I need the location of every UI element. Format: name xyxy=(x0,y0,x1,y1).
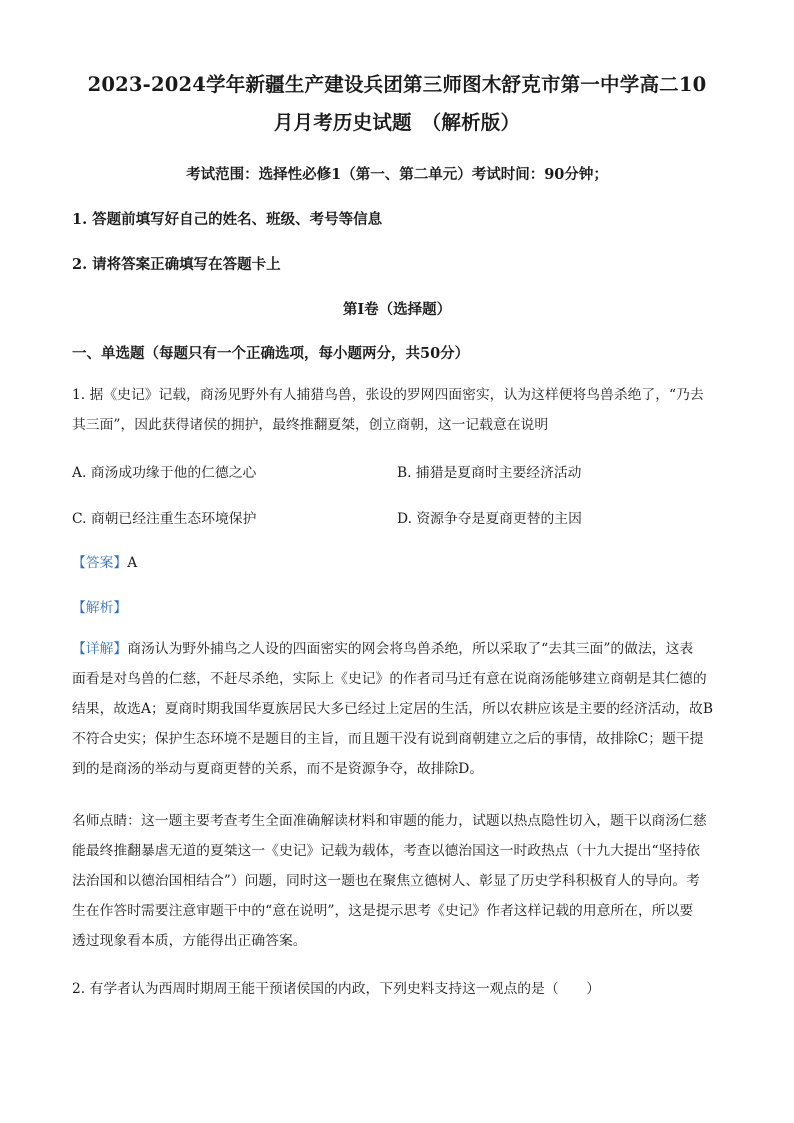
part-title: 第Ⅰ卷（选择题） xyxy=(342,301,452,318)
question-1-stem-line-2: 其三面”，因此获得诸侯的拥护，最终推翻夏桀，创立商朝，这一记载意在说明 xyxy=(72,417,549,433)
detail-label: 【详解】 xyxy=(72,641,128,657)
section-title: 一、单选题（每题只有一个正确选项，每小题两分，共50分） xyxy=(72,345,470,362)
teacher-note-line-1: 名师点睛：这一题主要考查考生全面准确解读材料和审题的能力，试题以热点隐性切入，题干以商汤仁慈 xyxy=(72,813,707,829)
answer-label: 【答案】 xyxy=(72,555,128,571)
instruction-1: 1. 答题前填写好自己的姓名、班级、考号等信息 xyxy=(72,211,383,228)
teacher-note-line-4: 生在作答时需要注意审题干中的“意在说明”，这是提示思考《史记》作者这样记载的用意所在，所以要 xyxy=(72,903,694,919)
answer-line xyxy=(72,551,137,571)
detail-explanation xyxy=(72,634,727,784)
analysis-label: 【解析】 xyxy=(72,600,128,616)
document-title-line-1: 2023-2024学年新疆生产建设兵团第三师图木舒克市第一中学高二10 xyxy=(87,73,707,96)
teacher-note-line-5: 透过现象看本质，方能得出正确答案。 xyxy=(72,933,307,949)
option-b: B. 捕猎是夏商时主要经济活动 xyxy=(397,465,582,481)
detail-line-2: 面看是对鸟兽的仁慈，不赶尽杀绝，实际上《史记》的作者司马迁有意在说商汤能够建立商朝是其仁德的 xyxy=(72,671,707,687)
option-d: D. 资源争夺是夏商更替的主因 xyxy=(397,511,582,527)
document-title-line-2: 月月考历史试题 （解析版） xyxy=(273,111,521,134)
detail-line-3: 结果，故选A；夏商时期我国华夏族居民大多已经过上定居的生活，所以农耕应该是主要的经济活动，故B xyxy=(72,701,713,717)
question-1-stem xyxy=(72,380,727,440)
option-c: C. 商朝已经注重生态环境保护 xyxy=(72,511,257,527)
detail-line-1: 【详解】商汤认为野外捕鸟之人设的四面密实的网会将鸟兽杀绝，所以采取了“去其三面”的做法，这表 xyxy=(72,641,694,657)
question-2-stem: 2. 有学者认为西周时期周王能干预诸侯国的内政，下列史料支持这一观点的是（ ） xyxy=(72,981,601,997)
instruction-2: 2. 请将答案正确填写在答题卡上 xyxy=(72,256,281,273)
teacher-note-line-3: 法治国和以德治国相结合”）问题，同时这一题也在聚焦立德树人、彰显了历史学科积极育人的导向。考 xyxy=(72,873,700,889)
teacher-note-line-2: 能最终推翻暴虐无道的夏桀这一《史记》记载为载体，考查以德治国这一时政热点（十九大提出“坚持依 xyxy=(72,843,700,859)
detail-line-5: 到的是商汤的举动与夏商更替的关系，而不是资源争夺，故排除D。 xyxy=(72,761,484,777)
answer-value: A xyxy=(127,555,138,571)
teacher-note xyxy=(72,806,727,956)
question-1-stem-line-1: 1. 据《史记》记载，商汤见野外有人捕猎鸟兽，张设的罗网四面密实，认为这样便将鸟兽杀绝了，“乃去 xyxy=(72,387,704,403)
option-a: A. 商汤成功缘于他的仁德之心 xyxy=(72,465,257,481)
analysis-line xyxy=(72,596,127,616)
detail-line-4: 不符合史实；保护生态环境不是题目的主旨，而且题干没有说到商朝建立之后的事情，故排除C；题干提 xyxy=(72,731,704,747)
exam-info: 考试范围：选择性必修1（第一、第二单元）考试时间：90分钟； xyxy=(186,166,608,183)
